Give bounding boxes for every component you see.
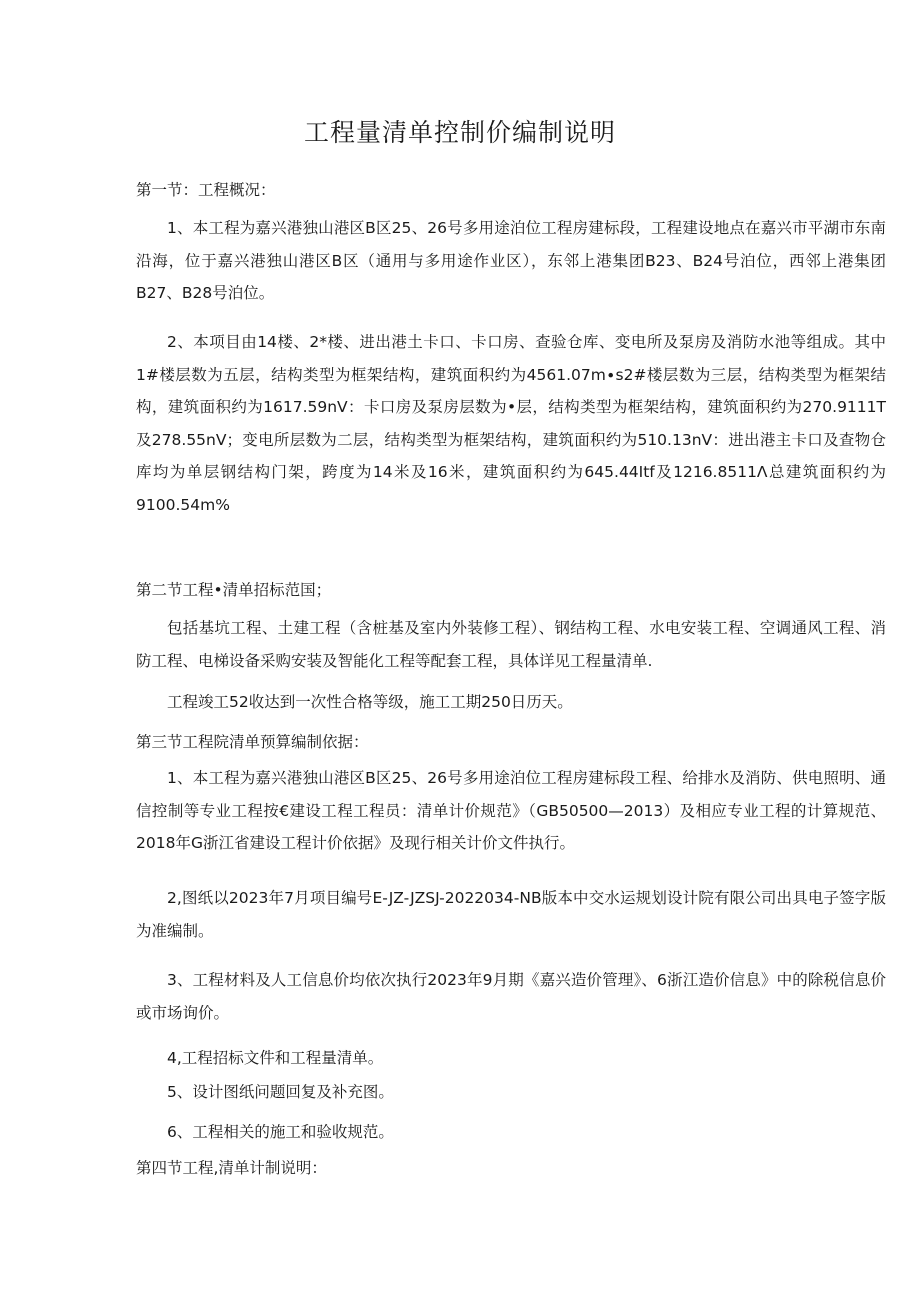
section-3-paragraph-1: 1、本工程为嘉兴港独山港区B区25、26号多用途泊位工程房建标段工程、给排水及消防、供电照明、通信控制等专业工程按€建设工程工程员：清单计价规范》（GB50500—2013）及相应专业工程的计算规范、2018年G浙江省建设工程计价依据》及现行相关计价文件执行。 [136,769,886,852]
document-title: 工程量清单控制价编制说明 [303,118,616,147]
section-2-paragraph-2: 工程竣工52收达到一次性合格等级，施工工期250日历天。 [167,693,573,711]
section-4-heading: 第四节工程,清单计制说明： [136,1159,327,1177]
section-3-paragraph-4: 4,工程招标文件和工程量清单。 [167,1049,384,1067]
section-2-paragraph-1: 包括基坑工程、土建工程（含桩基及室内外装修工程）、钢结构工程、水电安装工程、空调通风工程、消防工程、电梯设备采购安装及智能化工程等配套工程，具体详见工程量清单. [136,619,886,670]
section-3-heading: 第三节工程院清单预算编制依据： [136,733,369,751]
section-1-heading: 第一节：工程概况： [136,181,276,199]
section-1-paragraph-2: 2、本项目由14楼、2*楼、进出港土卡口、卡口房、查验仓库、变电所及泵房及消防水池等组成。其中1#楼层数为五层，结构类型为框架结构，建筑面积约为4561.07m∙s2#楼层数为三层，结构类型为框架结构，建筑面积约为1617.59nV：卡口房及泵房层数为•层，结构类型为框架结构，建筑面积约为270.9111T及278.55nV；变电所层数为二层，结构类型为框架结构，建筑面积约为510.13nV：进出港主卡口及查物仓库均为单层钢结构门架，跨度为14米及16米，建筑面积约为645.44Itf及1216.8511Λ总建筑面积约为9100.54m% [136,333,886,514]
section-2-heading: 第二节工程•清单招标范国； [136,581,332,599]
section-3-paragraph-5: 5、设计图纸问题回复及补充图。 [167,1083,394,1101]
section-3-paragraph-2: 2,图纸以2023年7月项目编号E-JZ-JZSJ-2022034-NB版本中交水运规划设计院有限公司出具电子签字版为准编制。 [136,889,886,940]
section-3-paragraph-3: 3、工程材料及人工信息价均依次执行2023年9月期《嘉兴造价管理》、6浙江造价信息》中的除税信息价或市场询价。 [136,971,886,1022]
section-3-paragraph-6: 6、工程相关的施工和验收规范。 [167,1123,394,1141]
section-1-paragraph-1: 1、本工程为嘉兴港独山港区B区25、26号多用途泊位工程房建标段，工程建设地点在嘉兴市平湖市东南沿海，位于嘉兴港独山港区B区（通用与多用途作业区），东邻上港集团B23、B24号泊位，西邻上港集团B27、B28号泊位。 [136,219,886,302]
